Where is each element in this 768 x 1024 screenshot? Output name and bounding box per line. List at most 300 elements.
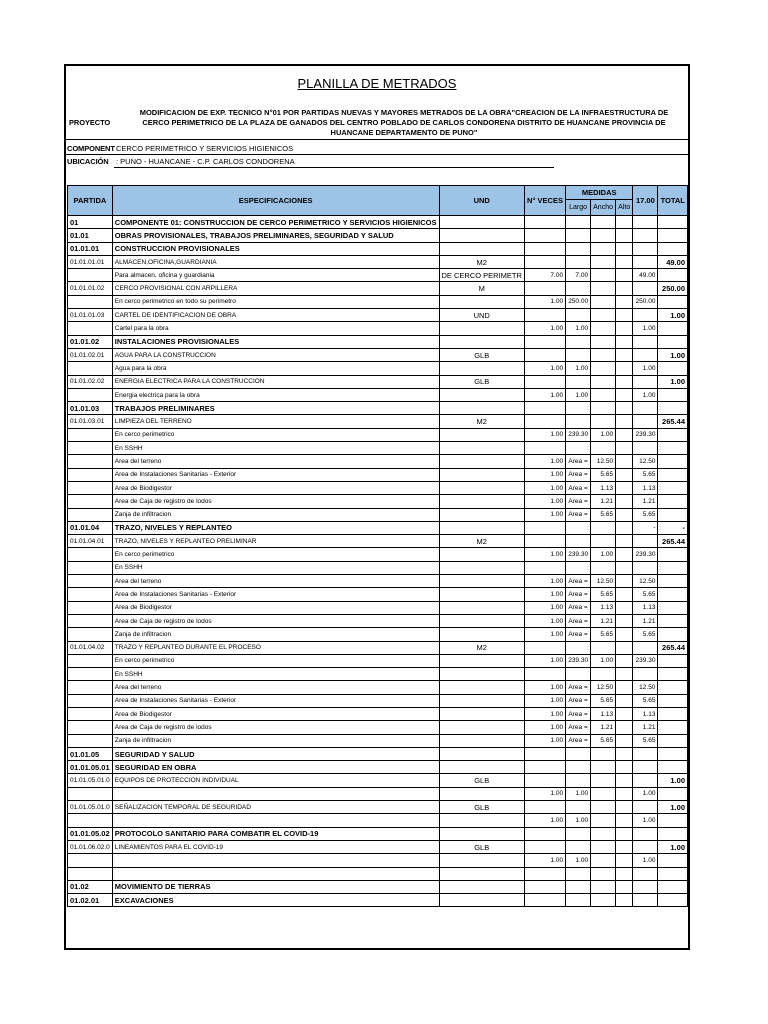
cell-veces: 1.00 bbox=[524, 814, 565, 827]
cell-parcial bbox=[633, 335, 658, 348]
cell-unit: M bbox=[439, 282, 524, 295]
cell-unit bbox=[439, 481, 524, 494]
cell-veces: 1.00 bbox=[524, 468, 565, 481]
cell-unit bbox=[439, 814, 524, 827]
cell-parcial bbox=[633, 801, 658, 814]
cell-ancho bbox=[591, 774, 616, 787]
table-row bbox=[68, 707, 688, 720]
cell-largo bbox=[566, 867, 591, 880]
cell-veces bbox=[524, 774, 565, 787]
cell-unit bbox=[439, 548, 524, 561]
cell-total: 1.00 bbox=[658, 375, 688, 388]
table-row bbox=[68, 721, 688, 734]
cell-total bbox=[658, 495, 688, 508]
cell-total bbox=[658, 894, 688, 907]
cell-description: Zanja de infiltracion bbox=[112, 734, 439, 747]
table-row bbox=[68, 614, 688, 627]
cell-ancho: 5.65 bbox=[591, 588, 616, 601]
table-row bbox=[68, 402, 688, 415]
cell-alto bbox=[616, 628, 633, 641]
cell-alto bbox=[616, 840, 633, 853]
cell-veces bbox=[524, 840, 565, 853]
cell-veces: 1.00 bbox=[524, 575, 565, 588]
cell-partida: 01.01.05.01.0 bbox=[68, 774, 113, 787]
cell-description: Area de Caja de registro de lodos bbox=[112, 614, 439, 627]
cell-ancho: 1.00 bbox=[591, 548, 616, 561]
cell-unit bbox=[439, 827, 524, 840]
cell-partida bbox=[68, 854, 113, 867]
cell-parcial bbox=[633, 375, 658, 388]
cell-alto bbox=[616, 641, 633, 654]
cell-parcial: 5.65 bbox=[633, 694, 658, 707]
cell-largo bbox=[566, 402, 591, 415]
table-row bbox=[68, 854, 688, 867]
table-row bbox=[68, 548, 688, 561]
cell-parcial: 1.21 bbox=[633, 614, 658, 627]
page-title: PLANILLA DE METRADOS bbox=[297, 76, 457, 91]
cell-largo: Area = bbox=[566, 481, 591, 494]
cell-alto bbox=[616, 495, 633, 508]
cell-alto bbox=[616, 362, 633, 375]
cell-description: Zanja de infiltracion bbox=[112, 628, 439, 641]
header-especificaciones: ESPECIFICACIONES bbox=[112, 186, 439, 216]
cell-veces: 1.00 bbox=[524, 721, 565, 734]
cell-unit bbox=[439, 322, 524, 335]
cell-partida: 01.01.05 bbox=[68, 747, 113, 760]
cell-veces: 1.00 bbox=[524, 628, 565, 641]
cell-largo: Area = bbox=[566, 468, 591, 481]
cell-total bbox=[658, 335, 688, 348]
cell-largo bbox=[566, 827, 591, 840]
cell-total bbox=[658, 295, 688, 308]
cell-description: TRAZO, NIVELES Y REPLANTEO PRELIMINAR bbox=[112, 535, 439, 548]
cell-veces: 1.00 bbox=[524, 787, 565, 800]
cell-total bbox=[658, 575, 688, 588]
cell-veces bbox=[524, 229, 565, 242]
cell-veces bbox=[524, 761, 565, 774]
cell-description: En cerco perimetrico en todo su perimetro bbox=[112, 295, 439, 308]
cell-description bbox=[112, 814, 439, 827]
cell-veces bbox=[524, 442, 565, 455]
cell-largo: 239.30 bbox=[566, 428, 591, 441]
cell-ancho bbox=[591, 362, 616, 375]
cell-total: 1.00 bbox=[658, 348, 688, 361]
cell-parcial bbox=[633, 282, 658, 295]
cell-parcial: 1.00 bbox=[633, 854, 658, 867]
cell-total bbox=[658, 734, 688, 747]
cell-ancho: 12.50 bbox=[591, 575, 616, 588]
cell-partida: 01.01.01.02 bbox=[68, 282, 113, 295]
cell-total: 49.00 bbox=[658, 255, 688, 268]
cell-description: LIMPIEZA DEL TERRENO bbox=[112, 415, 439, 428]
cell-ancho bbox=[591, 827, 616, 840]
cell-partida bbox=[68, 588, 113, 601]
cell-unit: M2 bbox=[439, 415, 524, 428]
cell-ancho bbox=[591, 269, 616, 282]
cell-parcial bbox=[633, 747, 658, 760]
cell-largo: Area = bbox=[566, 681, 591, 694]
table-row bbox=[68, 428, 688, 441]
cell-description: Area de Instalaciones Sanitarias - Exterior bbox=[112, 588, 439, 601]
cell-alto bbox=[616, 282, 633, 295]
cell-parcial bbox=[633, 242, 658, 255]
cell-veces: 1.00 bbox=[524, 654, 565, 667]
cell-total bbox=[658, 654, 688, 667]
cell-alto bbox=[616, 814, 633, 827]
cell-total bbox=[658, 827, 688, 840]
cell-ancho bbox=[591, 375, 616, 388]
cell-veces: 1.00 bbox=[524, 707, 565, 720]
table-row bbox=[68, 229, 688, 242]
cell-parcial: 1.13 bbox=[633, 481, 658, 494]
cell-largo: 1.00 bbox=[566, 787, 591, 800]
table-row bbox=[68, 495, 688, 508]
cell-largo: Area = bbox=[566, 508, 591, 521]
cell-parcial bbox=[633, 229, 658, 242]
cell-alto bbox=[616, 747, 633, 760]
cell-largo bbox=[566, 761, 591, 774]
cell-unit bbox=[439, 442, 524, 455]
cell-unit bbox=[439, 614, 524, 627]
table-row bbox=[68, 335, 688, 348]
cell-parcial: 1.13 bbox=[633, 707, 658, 720]
cell-parcial bbox=[633, 348, 658, 361]
cell-description: PROTOCOLO SANITARIO PARA COMBATIR EL COVID-19 bbox=[112, 827, 439, 840]
cell-veces bbox=[524, 894, 565, 907]
cell-alto bbox=[616, 880, 633, 893]
cell-description: En cerco perimetrico bbox=[112, 428, 439, 441]
cell-total bbox=[658, 854, 688, 867]
cell-unit: UND bbox=[439, 309, 524, 322]
cell-ancho bbox=[591, 668, 616, 681]
cell-description: Area de Caja de registro de lodos bbox=[112, 721, 439, 734]
cell-partida bbox=[68, 428, 113, 441]
cell-alto bbox=[616, 867, 633, 880]
cell-parcial bbox=[633, 761, 658, 774]
cell-alto bbox=[616, 216, 633, 229]
cell-parcial: 1.00 bbox=[633, 787, 658, 800]
cell-partida: 01.01.05.01.0 bbox=[68, 801, 113, 814]
cell-largo bbox=[566, 668, 591, 681]
cell-ancho: 1.21 bbox=[591, 495, 616, 508]
cell-description: En cerco perimetrico bbox=[112, 654, 439, 667]
cell-alto bbox=[616, 415, 633, 428]
cell-alto bbox=[616, 481, 633, 494]
cell-largo bbox=[566, 375, 591, 388]
table-row bbox=[68, 561, 688, 574]
cell-description: En SSHH bbox=[112, 442, 439, 455]
cell-largo: Area = bbox=[566, 575, 591, 588]
cell-parcial bbox=[633, 255, 658, 268]
cell-ancho: 1.21 bbox=[591, 614, 616, 627]
table-row bbox=[68, 787, 688, 800]
cell-alto bbox=[616, 521, 633, 534]
cell-largo: Area = bbox=[566, 614, 591, 627]
cell-alto bbox=[616, 242, 633, 255]
cell-alto bbox=[616, 269, 633, 282]
cell-description: En SSHH bbox=[112, 561, 439, 574]
cell-total bbox=[658, 761, 688, 774]
cell-largo bbox=[566, 309, 591, 322]
cell-parcial: 49.00 bbox=[633, 269, 658, 282]
cell-description: CARTEL DE IDENTIFICACION DE OBRA bbox=[112, 309, 439, 322]
cell-ancho: 1.00 bbox=[591, 428, 616, 441]
cell-veces: 1.00 bbox=[524, 455, 565, 468]
cell-veces bbox=[524, 867, 565, 880]
cell-ancho bbox=[591, 894, 616, 907]
cell-partida bbox=[68, 681, 113, 694]
cell-largo: 1.00 bbox=[566, 854, 591, 867]
cell-veces bbox=[524, 309, 565, 322]
cell-partida bbox=[68, 508, 113, 521]
table-row bbox=[68, 362, 688, 375]
table-row bbox=[68, 681, 688, 694]
cell-largo: 1.00 bbox=[566, 388, 591, 401]
cell-ancho bbox=[591, 402, 616, 415]
cell-veces: 1.00 bbox=[524, 481, 565, 494]
cell-unit bbox=[439, 468, 524, 481]
table-row bbox=[68, 654, 688, 667]
cell-parcial bbox=[633, 415, 658, 428]
cell-total bbox=[658, 867, 688, 880]
cell-ancho bbox=[591, 880, 616, 893]
header-alto: Alto bbox=[616, 200, 633, 216]
cell-total bbox=[658, 721, 688, 734]
metrados-table bbox=[67, 185, 688, 907]
cell-veces bbox=[524, 255, 565, 268]
cell-alto bbox=[616, 535, 633, 548]
cell-description: SEGURIDAD Y SALUD bbox=[112, 747, 439, 760]
cell-alto bbox=[616, 761, 633, 774]
cell-alto bbox=[616, 721, 633, 734]
table-row bbox=[68, 535, 688, 548]
cell-total: 1.00 bbox=[658, 309, 688, 322]
cell-alto bbox=[616, 575, 633, 588]
cell-ancho bbox=[591, 814, 616, 827]
cell-total bbox=[658, 707, 688, 720]
cell-partida bbox=[68, 614, 113, 627]
table-row bbox=[68, 575, 688, 588]
table-row bbox=[68, 255, 688, 268]
cell-unit: M2 bbox=[439, 255, 524, 268]
cell-partida bbox=[68, 295, 113, 308]
cell-parcial: - bbox=[633, 521, 658, 534]
cell-partida bbox=[68, 442, 113, 455]
cell-unit: GLB bbox=[439, 348, 524, 361]
table-row bbox=[68, 588, 688, 601]
cell-alto bbox=[616, 681, 633, 694]
cell-partida: 01.01.04.01 bbox=[68, 535, 113, 548]
cell-description: Zanja de infiltracion bbox=[112, 508, 439, 521]
cell-total bbox=[658, 614, 688, 627]
cell-veces bbox=[524, 335, 565, 348]
cell-unit bbox=[439, 335, 524, 348]
cell-ancho: 5.65 bbox=[591, 734, 616, 747]
cell-ancho: 1.21 bbox=[591, 721, 616, 734]
cell-total bbox=[658, 402, 688, 415]
cell-ancho bbox=[591, 282, 616, 295]
cell-largo bbox=[566, 880, 591, 893]
cell-alto bbox=[616, 309, 633, 322]
cell-alto bbox=[616, 601, 633, 614]
cell-total bbox=[658, 694, 688, 707]
table-row bbox=[68, 455, 688, 468]
header-und: UND bbox=[439, 186, 524, 216]
divider bbox=[66, 139, 690, 140]
cell-largo: Area = bbox=[566, 707, 591, 720]
cell-veces: 1.00 bbox=[524, 508, 565, 521]
cell-partida bbox=[68, 707, 113, 720]
cell-total: 1.00 bbox=[658, 840, 688, 853]
cell-unit bbox=[439, 721, 524, 734]
cell-largo bbox=[566, 641, 591, 654]
table-row bbox=[68, 734, 688, 747]
cell-largo: 239.30 bbox=[566, 654, 591, 667]
cell-ancho bbox=[591, 309, 616, 322]
cell-total bbox=[658, 468, 688, 481]
cell-description: OBRAS PROVISIONALES, TRABAJOS PRELIMINARES, SEGURIDAD Y SALUD bbox=[112, 229, 439, 242]
cell-largo: Area = bbox=[566, 734, 591, 747]
cell-partida bbox=[68, 787, 113, 800]
cell-unit bbox=[439, 428, 524, 441]
cell-total bbox=[658, 362, 688, 375]
project-description: MODIFICACION DE EXP. TECNICO N°01 POR PARTIDAS NUEVAS Y MAYORES METRADOS DE LA OBRA"CREACION DE LA INFRAESTRUCTURA DE CERCO PERIMETRICO DE LA PLAZA DE GANADOS DEL CENTRO POBLADO DE CARLOS CONDORENA DISTRITO DE HUANCANE PROVINCIA DE HUANCANE DEPARTAMENTO DE PUNO" bbox=[139, 108, 669, 137]
location-label: UBICACIÓN bbox=[67, 157, 109, 166]
cell-total bbox=[658, 242, 688, 255]
cell-description: SEGURIDAD EN OBRA bbox=[112, 761, 439, 774]
cell-ancho: 5.65 bbox=[591, 468, 616, 481]
cell-alto bbox=[616, 508, 633, 521]
cell-veces: 1.00 bbox=[524, 694, 565, 707]
cell-unit: GLB bbox=[439, 375, 524, 388]
cell-partida: 01.01.04.02 bbox=[68, 641, 113, 654]
cell-largo bbox=[566, 894, 591, 907]
cell-partida bbox=[68, 654, 113, 667]
cell-description: Area del terreno bbox=[112, 681, 439, 694]
cell-alto bbox=[616, 614, 633, 627]
cell-unit: M2 bbox=[439, 535, 524, 548]
cell-unit bbox=[439, 216, 524, 229]
table-row bbox=[68, 508, 688, 521]
cell-ancho bbox=[591, 442, 616, 455]
cell-veces bbox=[524, 415, 565, 428]
cell-parcial: 5.65 bbox=[633, 468, 658, 481]
cell-veces bbox=[524, 827, 565, 840]
cell-ancho bbox=[591, 641, 616, 654]
table-row bbox=[68, 295, 688, 308]
header-medidas: MEDIDAS bbox=[566, 186, 633, 200]
cell-veces bbox=[524, 282, 565, 295]
cell-total bbox=[658, 508, 688, 521]
cell-unit: DE CERCO PERIMETR bbox=[439, 269, 524, 282]
cell-ancho bbox=[591, 747, 616, 760]
cell-unit bbox=[439, 894, 524, 907]
cell-ancho: 1.13 bbox=[591, 481, 616, 494]
cell-largo bbox=[566, 535, 591, 548]
cell-alto bbox=[616, 774, 633, 787]
cell-alto bbox=[616, 694, 633, 707]
cell-unit bbox=[439, 694, 524, 707]
cell-partida bbox=[68, 668, 113, 681]
cell-unit bbox=[439, 402, 524, 415]
cell-description: CERCO PROVISIONAL CON ARPILLERA bbox=[112, 282, 439, 295]
cell-total bbox=[658, 787, 688, 800]
cell-parcial bbox=[633, 827, 658, 840]
cell-description: Energia electrica para la obra bbox=[112, 388, 439, 401]
cell-parcial bbox=[633, 668, 658, 681]
cell-description: EXCAVACIONES bbox=[112, 894, 439, 907]
cell-largo bbox=[566, 442, 591, 455]
cell-total: 1.00 bbox=[658, 774, 688, 787]
table-row bbox=[68, 521, 688, 534]
cell-ancho bbox=[591, 867, 616, 880]
cell-ancho bbox=[591, 535, 616, 548]
table-header bbox=[68, 186, 688, 200]
component-value: CERCO PERIMETRICO Y SERVICIOS HIGIENICOS bbox=[116, 144, 294, 153]
cell-unit bbox=[439, 508, 524, 521]
cell-description: En cerco perimetrico bbox=[112, 548, 439, 561]
cell-parcial: 1.21 bbox=[633, 721, 658, 734]
table-row bbox=[68, 322, 688, 335]
cell-largo bbox=[566, 348, 591, 361]
table-row bbox=[68, 242, 688, 255]
cell-unit bbox=[439, 229, 524, 242]
cell-partida: 01.02.01 bbox=[68, 894, 113, 907]
cell-largo: 239.30 bbox=[566, 548, 591, 561]
cell-parcial bbox=[633, 641, 658, 654]
cell-unit bbox=[439, 455, 524, 468]
cell-parcial: 239.30 bbox=[633, 654, 658, 667]
cell-veces bbox=[524, 747, 565, 760]
cell-total bbox=[658, 442, 688, 455]
cell-ancho: 12.50 bbox=[591, 455, 616, 468]
cell-ancho: 1.13 bbox=[591, 601, 616, 614]
table-row bbox=[68, 801, 688, 814]
cell-ancho: 1.13 bbox=[591, 707, 616, 720]
cell-alto bbox=[616, 229, 633, 242]
cell-ancho bbox=[591, 521, 616, 534]
cell-ancho bbox=[591, 348, 616, 361]
cell-total bbox=[658, 481, 688, 494]
cell-description bbox=[112, 867, 439, 880]
cell-partida bbox=[68, 575, 113, 588]
divider bbox=[114, 167, 554, 168]
cell-total: 1.00 bbox=[658, 801, 688, 814]
cell-unit bbox=[439, 668, 524, 681]
cell-total: - bbox=[658, 521, 688, 534]
cell-total: 265.44 bbox=[658, 535, 688, 548]
cell-description: Cartel para la obra bbox=[112, 322, 439, 335]
cell-veces: 1.00 bbox=[524, 734, 565, 747]
table-row bbox=[68, 348, 688, 361]
cell-ancho bbox=[591, 561, 616, 574]
cell-parcial: 1.00 bbox=[633, 814, 658, 827]
cell-parcial bbox=[633, 774, 658, 787]
cell-description: LINEAMIENTOS PARA EL COVID-19 bbox=[112, 840, 439, 853]
table-row bbox=[68, 880, 688, 893]
project-label: PROYECTO bbox=[69, 118, 111, 127]
cell-description: AGUA PARA LA CONSTRUCCION bbox=[112, 348, 439, 361]
table-row bbox=[68, 282, 688, 295]
cell-description: En SSHH bbox=[112, 668, 439, 681]
cell-largo: Area = bbox=[566, 721, 591, 734]
cell-largo: 1.00 bbox=[566, 814, 591, 827]
cell-largo: Area = bbox=[566, 694, 591, 707]
cell-partida bbox=[68, 721, 113, 734]
cell-veces: 1.00 bbox=[524, 495, 565, 508]
cell-description: ALMACEN,OFICINA,GUARDIANIA bbox=[112, 255, 439, 268]
cell-total bbox=[658, 388, 688, 401]
